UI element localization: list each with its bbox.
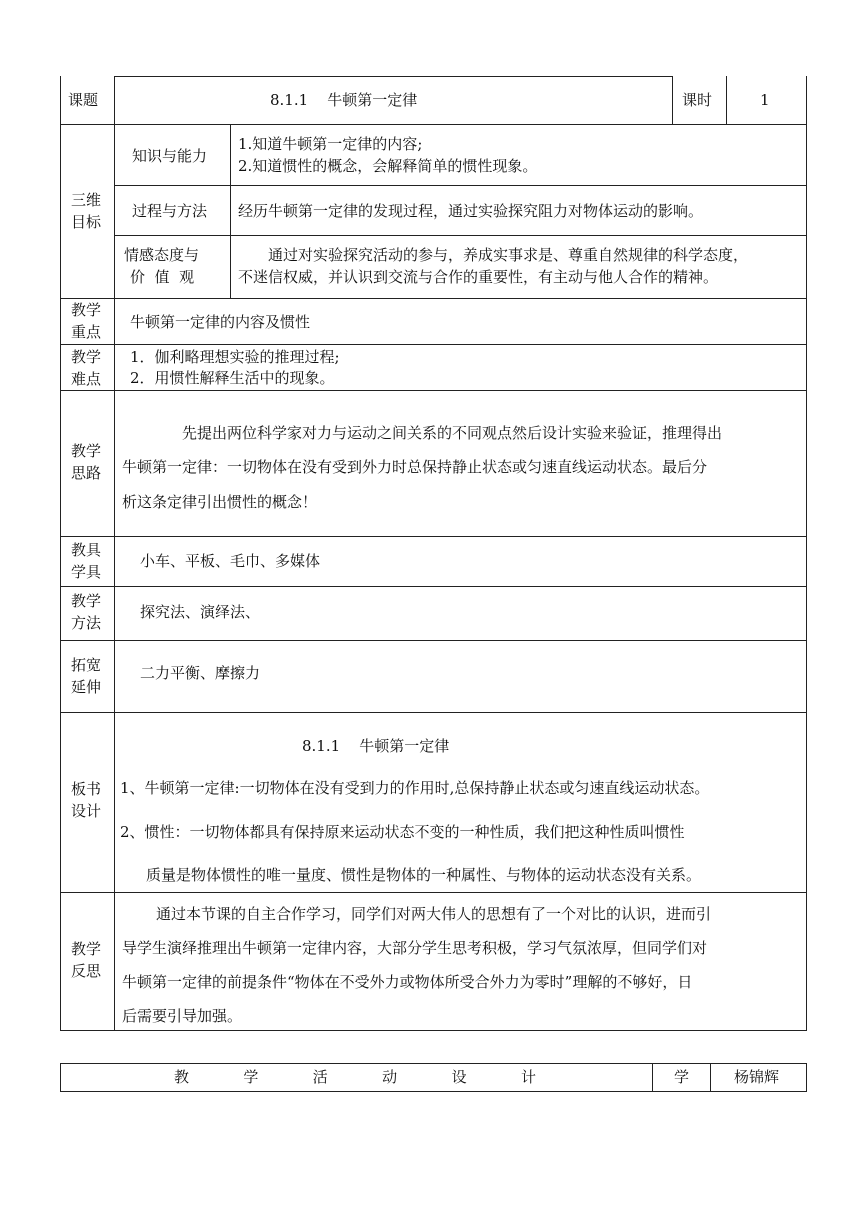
subject-label: 课题: [68, 91, 99, 109]
row-line: [60, 298, 807, 299]
extension-text: 二力平衡、摩擦力: [140, 664, 261, 682]
label-column-divider: [114, 76, 115, 1031]
reflection-line-1: 通过本节课的自主合作学习，同学们对两大伟人的思想有了一个对比的认识，进而引: [156, 905, 712, 923]
knowledge-line-2: 2.知道惯性的概念，会解释简单的惯性现象。: [238, 157, 538, 175]
board-title: 8.1.1 牛顿第一定律: [302, 737, 450, 755]
board-label: 板书 设计: [70, 780, 101, 820]
reflection-line-3: 牛顿第一定律的前提条件“物体在不受外力或物体所受合外力为零时”理解的不够好，日: [122, 973, 693, 991]
row-line: [60, 124, 807, 125]
methods-text: 探究法、演绎法、: [140, 603, 261, 621]
row-line: [60, 892, 807, 893]
goals-label: 三维 目标: [70, 191, 101, 231]
lesson-title: 8.1.1 牛顿第一定律: [270, 91, 418, 109]
footer-divider-2: [710, 1063, 711, 1092]
process-label: 过程与方法: [132, 202, 208, 220]
extension-label: 拓宽 延伸: [70, 656, 101, 696]
emotion-label-line-1: 情感态度与: [124, 246, 200, 264]
table-border-right: [806, 76, 807, 1031]
row-line: [114, 185, 807, 186]
row-line: [60, 390, 807, 391]
board-line-3: 质量是物体惯性的唯一量度、惯性是物体的一种属性、与物体的运动状态没有关系。: [146, 866, 702, 884]
process-text: 经历牛顿第一定律的发现过程，通过实验探究阻力对物体运动的影响。: [238, 202, 704, 220]
methods-label: 教学 方法: [70, 592, 101, 632]
approach-line-2: 牛顿第一定律：一切物体在没有受到外力时总保持静止状态或匀速直线运动状态。最后分: [122, 458, 708, 476]
footer-teacher-name: 杨锦辉: [734, 1068, 780, 1086]
board-line-2: 2、惯性：一切物体都具有保持原来运动状态不变的一种性质，我们把这种性质叫惯性: [120, 823, 685, 841]
row-line: [114, 235, 807, 236]
difficulties-label: 教学 难点: [70, 348, 101, 388]
emotion-line-2: 不迷信权威，并认识到交流与合作的重要性，有主动与他人合作的精神。: [238, 268, 719, 286]
knowledge-line-1: 1.知道牛顿第一定律的内容;: [238, 135, 423, 153]
reflection-line-4: 后需要引导加强。: [122, 1007, 243, 1025]
board-line-1: 1、牛顿第一定律:一切物体在没有受到力的作用时,总保持静止状态或匀速直线运动状态。: [120, 779, 710, 797]
key-points-label: 教学 重点: [70, 301, 101, 341]
knowledge-label: 知识与能力: [132, 147, 208, 165]
approach-line-3: 析这条定律引出惯性的概念！: [122, 493, 318, 511]
footer-activity-design: 教 学 活 动 设 计: [174, 1068, 536, 1086]
approach-line-1: 先提出两位科学家对力与运动之间关系的不同观点然后设计实验来验证，推理得出: [182, 424, 723, 442]
tools-text: 小车、平板、毛巾、多媒体: [140, 552, 321, 570]
header-divider-1: [672, 76, 673, 124]
approach-label: 教学 思路: [70, 442, 101, 482]
reflection-line-2: 导学生演绎推理出牛顿第一定律内容，大部分学生思考积极，学习气氛浓厚，但同学们对: [122, 939, 708, 957]
hours-label: 课时: [682, 91, 713, 109]
row-line: [60, 536, 807, 537]
footer-top-line: [60, 1063, 807, 1064]
header-divider-2: [726, 76, 727, 124]
emotion-label-line-2: 价 值 观: [130, 268, 195, 286]
footer-xue-label: 学: [674, 1068, 690, 1086]
key-points-text: 牛顿第一定律的内容及惯性: [130, 313, 311, 331]
row-line: [60, 640, 807, 641]
row-line: [60, 344, 807, 345]
emotion-line-1: 通过对实验探究活动的参与，养成实事求是、尊重自然规律的科学态度，: [268, 246, 749, 264]
row-line: [60, 712, 807, 713]
difficulties-line-2: 2．用惯性解释生活中的现象。: [130, 369, 335, 387]
table-bottom-line: [60, 1030, 807, 1031]
table-top-line: [114, 76, 672, 77]
goals-sublabel-divider: [230, 124, 231, 298]
hours-value: 1: [760, 91, 770, 109]
footer-border-left: [60, 1063, 61, 1092]
footer-border-right: [806, 1063, 807, 1092]
footer-bottom-line: [60, 1091, 807, 1092]
footer-divider-1: [652, 1063, 653, 1092]
row-line: [60, 586, 807, 587]
reflection-label: 教学 反思: [70, 940, 101, 980]
difficulties-line-1: 1．伽利略理想实验的推理过程;: [130, 348, 340, 366]
tools-label: 教具 学具: [70, 541, 101, 581]
